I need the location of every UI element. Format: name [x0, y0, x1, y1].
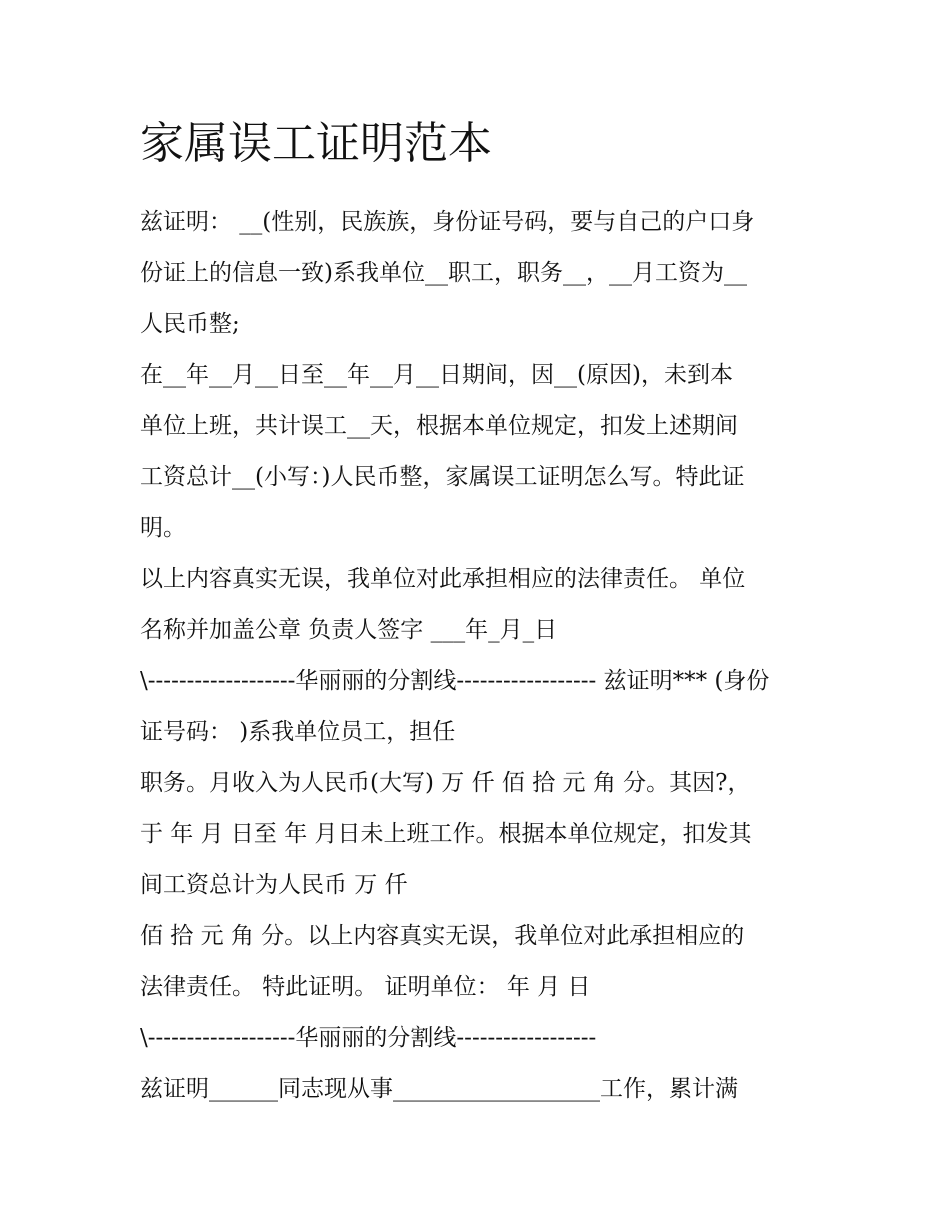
body-line: 职务。月收入为人民币(大写) 万 仟 佰 拾 元 角 分。其因?， — [140, 770, 751, 796]
body-line: 佰 拾 元 角 分。以上内容真实无误，我单位对此承担相应的 — [140, 923, 745, 949]
body-line: 间工资总计为人民币 万 仟 — [140, 872, 408, 898]
body-line: 工资总计__(小写：)人民币整，家属误工证明怎么写。特此证 — [140, 464, 745, 490]
body-line: 兹证明： __(性别，民族族，身份证号码，要与自己的户口身 — [140, 209, 755, 235]
body-line: 法律责任。 特此证明。 证明单位： 年 月 日 — [140, 974, 591, 1000]
body-line: 单位上班，共计误工__天，根据本单位规定，扣发上述期间 — [140, 413, 738, 439]
body-line: 以上内容真实无误，我单位对此承担相应的法律责任。 单位 — [140, 566, 746, 592]
body-line: 名称并加盖公章 负责人签字 ___年_月_日 — [140, 617, 558, 643]
body-line: 证号码： )系我单位员工，担任 — [140, 719, 456, 745]
body-line: 份证上的信息一致)系我单位__职工，职务__，__月工资为__ — [140, 260, 747, 286]
body-line: 于 年 月 日至 年 月日未上班工作。根据本单位规定，扣发其 — [140, 821, 752, 847]
body-line: 在__年__月__日至__年__月__日期间，因__(原因)，未到本 — [140, 362, 733, 388]
body-line: 人民币整; — [140, 311, 240, 337]
body-line: 兹证明______同志现从事__________________工作，累计满 — [140, 1076, 738, 1102]
document-title: 家属误工证明范本 — [140, 118, 492, 169]
body-line: 明。 — [140, 515, 186, 541]
divider-line: \-------------------华丽丽的分割线------------------ — [140, 1025, 597, 1051]
divider-line: \-------------------华丽丽的分割线------------------ 兹证明*** (身份 — [140, 668, 770, 694]
